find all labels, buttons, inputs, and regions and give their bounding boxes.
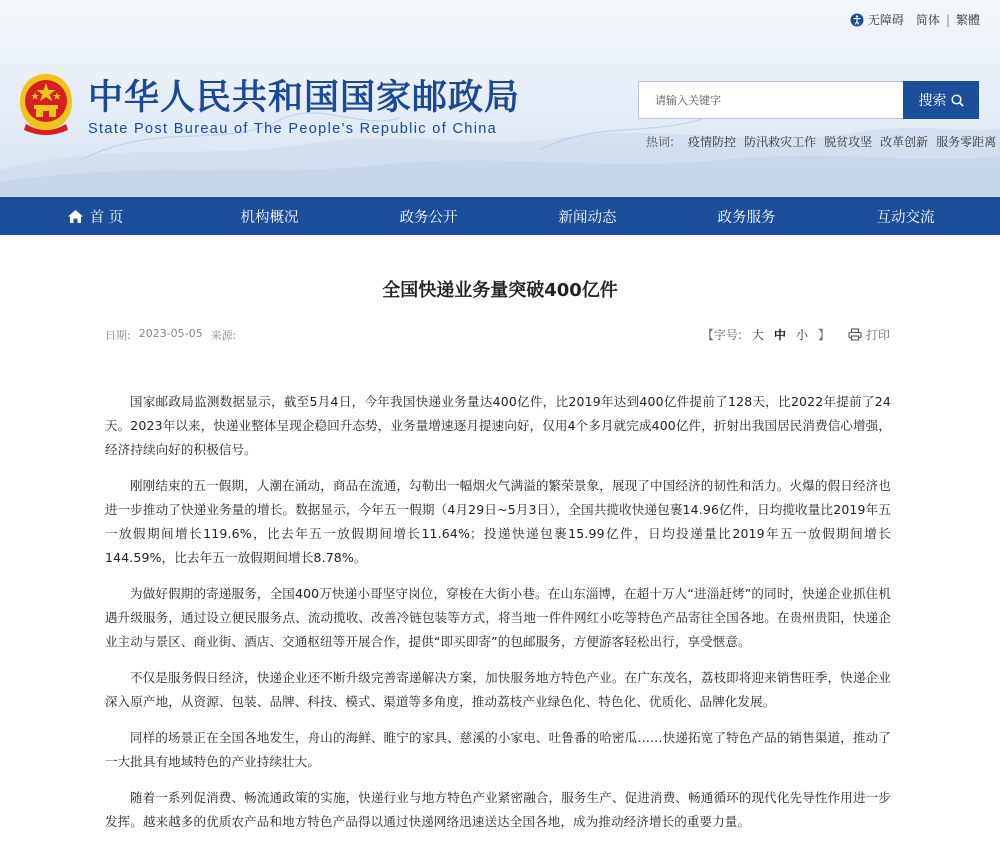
font-size-close: 】	[817, 328, 830, 342]
search-button-label: 搜索	[918, 93, 947, 109]
hot-word-link[interactable]: 疫情防控	[688, 135, 737, 149]
hot-word-link[interactable]: 防汛救灾工作	[744, 135, 817, 149]
accessibility-link[interactable]: 无障碍	[867, 13, 904, 27]
nav-item-label: 首 页	[89, 209, 124, 226]
language-separator: |	[945, 12, 950, 27]
main-navigation	[0, 197, 1000, 235]
article-tools	[702, 326, 890, 343]
article-paragraph: 刚刚结束的五一假期，人潮在涌动，商品在流通，勾勒出一幅烟火气满溢的繁荣景象，展现了中国经济的韧性和活力。火爆的假日经济也进一步推动了快递业务量的增长。数据显示，今年五一假期（4月29日~5月3日），全国共揽收快递包裹14.96亿件，日均揽收量比2019年五一放假期间增长119.6%，比去年五一放假期间增长11.64%；投递快递包裹15.99亿件，日均投递量比2019年五一放假期间增长144.59%，比去年五一放假期间增长8.78%。	[105, 478, 891, 565]
nav-item-government-services[interactable]	[667, 197, 826, 235]
article-date: 2023-05-05	[138, 327, 203, 340]
article-paragraph: 不仅是服务假日经济，快递企业还不断升级完善寄递解决方案，加快服务地方特色产业。在广东茂名，荔枝即将迎来销售旺季，快递企业深入原产地，从资源、包装、品牌、科技、模式、渠道等多角度，推动荔枝产业绿色化、特色化、优质化、品牌化发展。	[105, 670, 891, 709]
source-label: 来源:	[210, 329, 237, 342]
font-size-medium[interactable]: 中	[773, 328, 786, 342]
traditional-chinese-link[interactable]: 繁體	[955, 13, 980, 27]
home-icon	[67, 209, 84, 224]
nav-item-organization[interactable]	[190, 197, 349, 235]
nav-item-home[interactable]	[0, 197, 190, 235]
nav-item-label: 政务服务	[717, 209, 776, 226]
font-size-large[interactable]: 大	[751, 328, 764, 342]
simplified-chinese-link[interactable]: 简体	[915, 13, 940, 27]
date-label: 日期:	[105, 329, 131, 342]
search-box	[638, 81, 979, 119]
font-size-small[interactable]: 小	[795, 328, 808, 342]
site-title: 中华人民共和国国家邮政局	[88, 77, 521, 118]
article-meta	[105, 327, 236, 343]
search-input[interactable]	[638, 81, 903, 119]
font-size-label: 【字号:	[701, 328, 742, 342]
hot-words-label: 热词:	[646, 135, 675, 149]
search-button[interactable]	[903, 81, 979, 119]
hot-words	[646, 133, 996, 150]
hot-word-link[interactable]: 脱贫攻坚	[824, 135, 873, 149]
nav-item-label: 机构概况	[240, 209, 299, 226]
site-title-english: State Post Bureau of The People's Republic of China	[88, 121, 498, 137]
nav-item-interaction[interactable]	[826, 197, 985, 235]
article-paragraph: 同样的场景正在全国各地发生，舟山的海鲜、睢宁的家具、慈溪的小家电、吐鲁番的哈密瓜……快递拓宽了特色产品的销售渠道，推动了一大批具有地域特色的产业持续壮大。	[105, 730, 891, 769]
nav-item-government-affairs[interactable]	[349, 197, 508, 235]
nav-item-news[interactable]	[508, 197, 667, 235]
search-icon	[951, 94, 964, 107]
accessibility-icon[interactable]	[850, 13, 864, 27]
site-header	[0, 0, 1000, 197]
article-paragraph: 随着一系列促消费、畅流通政策的实施，快递行业与地方特色产业紧密融合，服务生产、促进消费、畅通循环的现代化先导性作用进一步发挥。越来越多的优质农产品和地方特色产品得以通过快递网络迅速送达全国各地，成为推动经济增长的重要力量。	[105, 790, 891, 829]
print-label: 打印	[865, 328, 890, 342]
article-body	[105, 390, 891, 846]
national-emblem-icon	[16, 68, 76, 138]
nav-item-label: 互动交流	[876, 209, 935, 226]
article-paragraph: 为做好假期的寄递服务，全国400万快递小哥坚守岗位，穿梭在大街小巷。在山东淄博，在超十万人“进淄赶烤”的同时，快递企业抓住机遇升级服务，通过设立便民服务点、流动揽收、改善冷链包装等方式，将当地一件件网红小吃等特色产品寄往全国各地。在贵州贵阳，快递企业主动与景区、商业街、酒店、交通枢纽等开展合作，提供“即买即寄”的包邮服务，方便游客轻松出行，享受惬意。	[105, 586, 891, 649]
hot-word-link[interactable]: 服务零距离	[936, 135, 997, 149]
nav-item-label: 新闻动态	[558, 209, 617, 226]
top-utility-bar	[850, 11, 980, 28]
nav-item-label: 政务公开	[399, 209, 458, 226]
article-paragraph: 国家邮政局监测数据显示，截至5月4日，今年我国快递业务量达400亿件，比2019年达到400亿件提前了128天，比2022年提前了24天。2023年以来，快递业整体呈现企稳回升态势，业务量增速逐月提速向好，仅用4个多月就完成400亿件，折射出我国居民消费信心增强，经济持续向好的积极信号。	[105, 394, 891, 457]
print-icon	[848, 328, 862, 341]
hot-word-link[interactable]: 改革创新	[880, 135, 929, 149]
print-button[interactable]	[848, 326, 890, 343]
article-title: 全国快递业务量突破400亿件	[382, 280, 618, 301]
